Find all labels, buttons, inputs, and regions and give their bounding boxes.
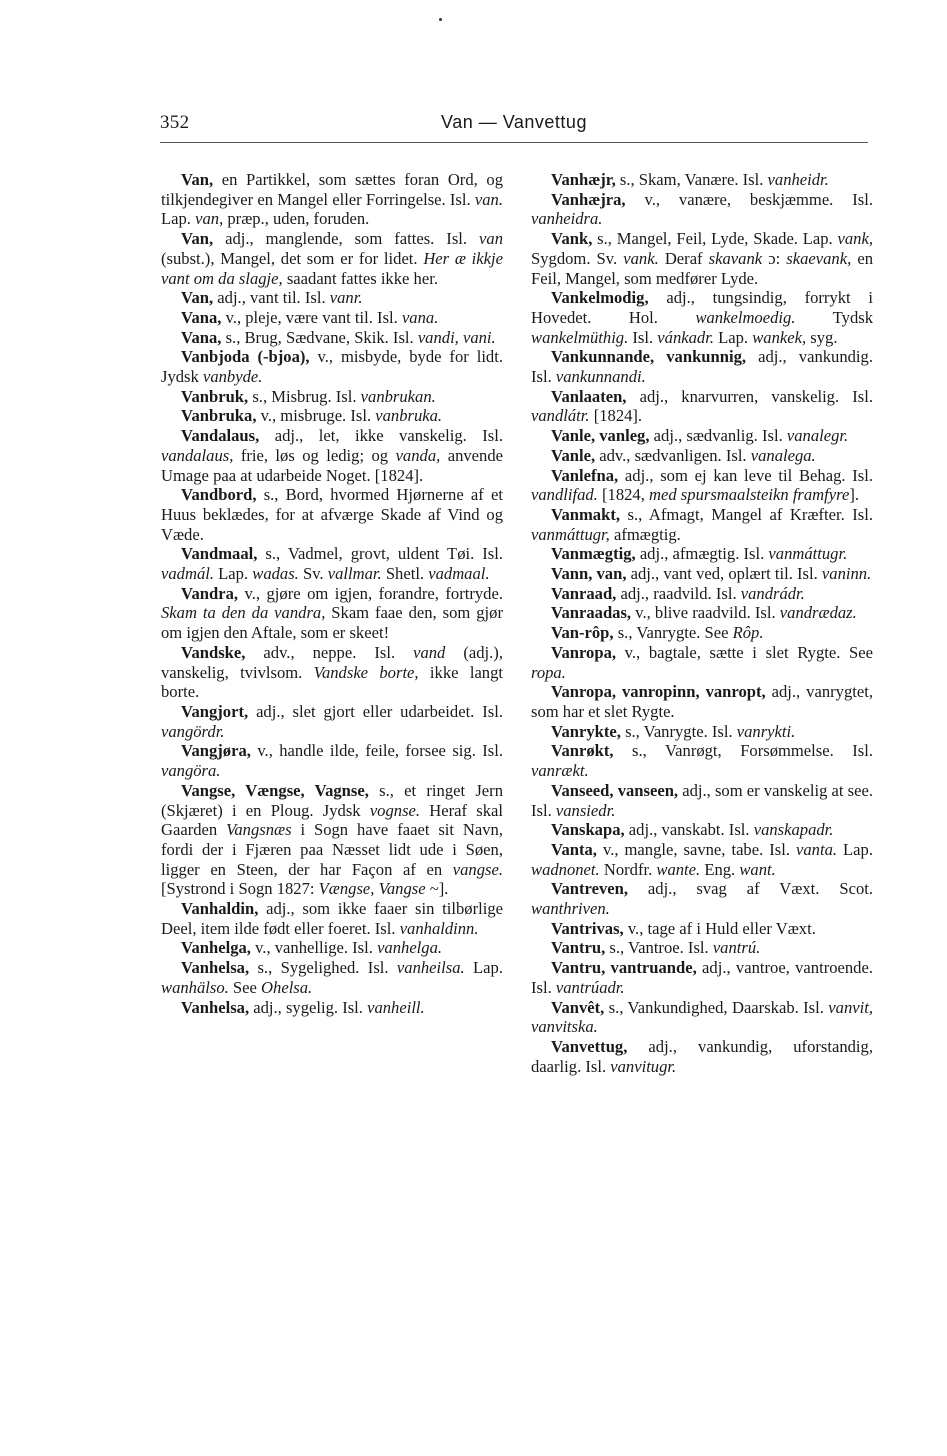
- definition-text: ~].: [425, 879, 449, 899]
- headword: Vandske,: [181, 642, 246, 662]
- definition-text: Skam faae den, som gjør om igjen den Aftale, som er skeet!: [161, 603, 503, 643]
- dictionary-entry: [531, 938, 873, 958]
- dictionary-entry: [161, 998, 503, 1018]
- definition-text: en Partikkel, som sættes foran Ord, og tilkjendegiver en Mangel eller Forringelse. Isl.: [161, 170, 503, 209]
- definition-text: s., Vankundighed, Daarskab. Isl.: [604, 997, 829, 1017]
- italic-form: wadnonet.: [531, 859, 600, 879]
- italic-form: skaevank,: [786, 248, 852, 268]
- italic-form: van.: [474, 189, 503, 209]
- headword: Van,: [181, 229, 214, 249]
- italic-form: vanta.: [796, 839, 838, 859]
- dictionary-entry: [531, 466, 873, 505]
- dictionary-entry: [531, 603, 873, 623]
- definition-text: v., misbyde, byde for lidt. Jydsk: [161, 347, 503, 387]
- definition-text: adj., knarvurren, vanskelig. Isl.: [626, 386, 873, 406]
- headword: Vanlaaten,: [551, 386, 627, 406]
- italic-form: wankelmoedig.: [695, 307, 796, 327]
- dictionary-entry: [161, 643, 503, 702]
- definition-text: (subst.), Mangel, det som er for lidet.: [161, 248, 424, 268]
- definition-text: v., handle ilde, feile, forsee sig. Isl.: [250, 741, 503, 761]
- dictionary-entry: [161, 288, 503, 308]
- italic-form: vandi, vani.: [417, 327, 496, 347]
- italic-form: wante.: [656, 859, 701, 879]
- definition-text: adj., manglende, som fattes. Isl.: [213, 229, 480, 249]
- headword: Vanbruk,: [181, 386, 249, 406]
- dictionary-entry: [531, 722, 873, 742]
- italic-form: wanthriven.: [531, 899, 610, 919]
- definition-text: [1824,: [597, 485, 650, 505]
- headword: Vana,: [181, 327, 222, 347]
- headword: Vanraadas,: [551, 603, 632, 623]
- definition-text: anvende Umage paa at udarbeide Noget. [1824].: [161, 445, 503, 485]
- dictionary-entry: [161, 899, 503, 938]
- definition-text: v., pleje, være vant til. Isl.: [221, 307, 402, 327]
- italic-form: vanheilsa.: [396, 958, 465, 978]
- headword: Vangjort,: [181, 701, 249, 721]
- dictionary-entry: [161, 347, 503, 386]
- italic-form: vanbrukan.: [360, 386, 436, 406]
- definition-text: Isl.: [628, 327, 658, 347]
- italic-form: vánkadr.: [657, 327, 714, 347]
- dictionary-entry: [531, 288, 873, 347]
- dictionary-entry: [161, 938, 503, 958]
- definition-text: frie, løs og ledig; og: [233, 445, 396, 465]
- headword: Vandra,: [181, 583, 239, 603]
- page-header: [160, 112, 868, 140]
- dictionary-entry: [531, 584, 873, 604]
- headword: Van,: [181, 170, 214, 189]
- definition-text: Shetl.: [381, 564, 429, 584]
- dictionary-entry: [161, 544, 503, 583]
- dictionary-entry: [531, 682, 873, 721]
- dictionary-entry: [531, 879, 873, 918]
- headword: Vanmægtig,: [551, 544, 636, 564]
- italic-form: Vandske borte,: [313, 662, 419, 682]
- definition-text: adj., sygelig. Isl.: [249, 997, 368, 1017]
- definition-text: s., Skam, Vanære. Isl.: [615, 170, 768, 189]
- definition-text: Lap.: [214, 564, 253, 584]
- italic-form: vansiedr.: [555, 800, 616, 820]
- italic-form: vantrúadr.: [555, 977, 625, 997]
- definition-text: ɔ:: [762, 248, 787, 268]
- italic-form: Skam ta den da vandra,: [161, 603, 326, 623]
- headword: Vanrøkt,: [551, 741, 614, 761]
- definition-text: ].: [849, 485, 860, 505]
- italic-form: vaninn.: [821, 564, 872, 584]
- definition-text: s., Vanrøgt, Forsømmelse. Isl.: [613, 741, 873, 761]
- dictionary-entry: [531, 564, 873, 584]
- definition-text: adj., som ej kan leve til Behag. Isl.: [618, 465, 873, 485]
- headword: Van,: [181, 288, 214, 308]
- definition-text: adj., som ikke faaer sin tilbørlige Deel, item ilde født eller foeret. Isl.: [161, 899, 503, 938]
- definition-text: [Systrond i Sogn 1827:: [161, 879, 319, 899]
- headword: Vanle,: [551, 445, 596, 465]
- definition-text: adv., sædvanligen. Isl.: [595, 445, 751, 465]
- definition-text: s., Vanrygte. Isl.: [620, 721, 737, 741]
- italic-form: Vangsnæs: [226, 820, 292, 840]
- headword: Vanvettug,: [551, 1036, 628, 1056]
- definition-text: adj., sædvanlig. Isl.: [649, 426, 787, 446]
- definition-text: adj., vanskabt. Isl.: [624, 820, 754, 840]
- italic-form: vankunnandi.: [555, 367, 646, 387]
- definition-text: Sv.: [298, 564, 328, 584]
- definition-text: adj., svag af Væxt. Scot.: [627, 879, 873, 899]
- italic-form: vognse.: [369, 800, 421, 820]
- dictionary-entry: [161, 308, 503, 328]
- dictionary-entry: [531, 544, 873, 564]
- dictionary-entry: [531, 741, 873, 780]
- headword: Vanraad,: [551, 583, 617, 603]
- italic-form: vangördr.: [161, 721, 225, 741]
- italic-form: vanmáttugr,: [531, 524, 610, 544]
- definition-text: adj., som er vanskelig at see. Isl.: [531, 780, 874, 820]
- dictionary-entry: [531, 1037, 873, 1076]
- definition-text: adv., neppe. Isl.: [245, 642, 414, 662]
- italic-form: wadas.: [252, 564, 299, 584]
- headword: Vann, van,: [551, 564, 627, 584]
- italic-form: vanheill.: [367, 997, 425, 1017]
- italic-form: vanrækt.: [531, 761, 589, 781]
- italic-form: vanbruka.: [375, 406, 443, 426]
- definition-text: v., vanære, beskjæmme. Isl.: [625, 189, 873, 209]
- headword: Vantru,: [551, 938, 606, 958]
- headword: Vanropa, vanropinn, vanropt,: [551, 682, 766, 702]
- italic-form: vanr.: [329, 288, 363, 308]
- definition-text: en Feil, Mangel, som medfører Lyde.: [531, 248, 873, 288]
- italic-form: vanrykti.: [736, 721, 796, 741]
- definition-text: adj., vant ved, oplært til. Isl.: [626, 564, 822, 584]
- headword: Vanhæjr,: [551, 170, 616, 189]
- headword: Vantru, vantruande,: [551, 958, 697, 978]
- dictionary-entry: [161, 958, 503, 997]
- italic-form: vangöra.: [161, 761, 221, 781]
- dictionary-entry: [161, 485, 503, 544]
- dictionary-entry: [531, 347, 873, 386]
- running-head: Van — Vanvettug: [441, 112, 587, 132]
- headword: Vanseed, vanseen,: [551, 780, 679, 800]
- headword: Vanhelsa,: [181, 997, 250, 1017]
- italic-form: vanhelga.: [377, 938, 443, 958]
- dictionary-entry: [531, 170, 873, 190]
- definition-text: adj., let, ikke vanskelig. Isl.: [259, 426, 503, 446]
- headword: Vanropa,: [551, 642, 617, 662]
- page-number: 352: [160, 112, 190, 133]
- italic-form: Rôp.: [732, 623, 764, 643]
- definition-text: v., tage af i Huld eller Væxt.: [623, 918, 816, 938]
- dictionary-entry: [531, 820, 873, 840]
- definition-text: Lap.: [837, 839, 873, 859]
- definition-text: v., vanhellige. Isl.: [250, 938, 378, 958]
- headword: Vanlefna,: [551, 465, 619, 485]
- italic-form: skavank: [708, 248, 763, 268]
- dictionary-entry: [161, 328, 503, 348]
- dictionary-entry: [161, 387, 503, 407]
- italic-form: Her æ ikkje vant om da slagje,: [161, 248, 503, 288]
- definition-text: i Sogn have faaet sit Navn, fordi der i Fjæren paa Næsset lidt ude i Søen, ligger en Steen, der har Façon af en: [161, 820, 503, 879]
- italic-form: vadmál.: [161, 564, 214, 584]
- headword: Vanrykte,: [551, 721, 621, 741]
- definition-text: Nordfr.: [599, 859, 657, 879]
- headword: Vanhæjra,: [551, 189, 626, 209]
- definition-text: s., Sygelighed. Isl.: [249, 958, 397, 978]
- dictionary-entry: [161, 741, 503, 780]
- definition-text: adj., vankundig. Isl.: [531, 347, 873, 387]
- headword: Vantrivas,: [551, 918, 624, 938]
- definition-text: s., Brug, Sædvane, Skik. Isl.: [221, 327, 418, 347]
- headword: Vana,: [181, 307, 222, 327]
- headword: Vangse, Vængse, Vagnse,: [181, 780, 369, 800]
- dictionary-entry: [531, 643, 873, 682]
- headword: Vanvêt,: [551, 997, 605, 1017]
- headword: Van-rôp,: [551, 623, 614, 643]
- headword: Vandbord,: [181, 485, 257, 505]
- dictionary-entry: [161, 229, 503, 288]
- definition-text: s., Misbrug. Isl.: [248, 386, 361, 406]
- definition-text: adj., tungsindig, forrykt i Hovedet. Hol.: [531, 288, 873, 327]
- dictionary-entry: [161, 781, 503, 899]
- headword: Vankelmodig,: [551, 288, 649, 308]
- headword: Vantreven,: [551, 879, 628, 899]
- italic-form: vangse.: [452, 859, 503, 879]
- definition-text: s., Vadmel, grovt, uldent Tøi. Isl.: [257, 544, 503, 564]
- headword: Vank,: [551, 229, 593, 249]
- italic-form: vanvit, vanvitska.: [531, 997, 873, 1037]
- definition-text: adj., vantroe, vantroende. Isl.: [531, 958, 873, 997]
- definition-text: s., Afmagt, Mangel af Kræfter. Isl.: [620, 504, 873, 524]
- italic-form: vanmáttugr.: [768, 544, 848, 564]
- italic-form: vand: [413, 642, 446, 662]
- italic-form: vank.: [623, 248, 659, 268]
- definition-text: [1824].: [589, 406, 643, 426]
- italic-form: vanda,: [395, 445, 441, 465]
- italic-form: vandalaus,: [161, 445, 234, 465]
- definition-text: v., misbruge. Isl.: [256, 406, 376, 426]
- dictionary-entry: [531, 505, 873, 544]
- header-rule: [160, 142, 868, 143]
- headword: Vanskapa,: [551, 820, 625, 840]
- definition-text: s., et ringet Jern (Skjæret) i en Ploug. Jydsk: [161, 780, 503, 820]
- definition-text: adj., raadvild. Isl.: [616, 583, 741, 603]
- italic-form: vandlátr.: [531, 406, 590, 426]
- dictionary-entry: [531, 229, 873, 288]
- definition-text: Lap.: [713, 327, 753, 347]
- italic-form: van,: [195, 209, 224, 229]
- headword: Vanmakt,: [551, 504, 621, 524]
- italic-form: ropa.: [531, 662, 566, 682]
- italic-form: vadmaal.: [428, 564, 490, 584]
- definition-text: v., bagtale, sætte i slet Rygte. See: [616, 642, 873, 662]
- italic-form: van: [479, 229, 503, 249]
- headword: Vanle, vanleg,: [551, 426, 650, 446]
- definition-text: præp., uden, foruden.: [223, 209, 370, 229]
- definition-text: adj., vankundig, uforstandig, daarlig. Isl.: [531, 1036, 873, 1076]
- italic-form: vana.: [401, 307, 439, 327]
- headword: Vanbjoda (-bjoa),: [181, 347, 310, 367]
- definition-text: (adj.), vanskelig, tvivlsom.: [161, 642, 503, 682]
- definition-text: Eng.: [700, 859, 740, 879]
- definition-text: adj., afmægtig. Isl.: [635, 544, 769, 564]
- dictionary-entry: [531, 387, 873, 426]
- definition-text: v., blive raadvild. Isl.: [631, 603, 780, 623]
- dictionary-entry: [161, 584, 503, 643]
- dictionary-entry: [161, 702, 503, 741]
- headword: Vandalaus,: [181, 426, 260, 446]
- italic-form: Vængse, Vangse: [318, 879, 426, 899]
- italic-form: vank,: [837, 229, 873, 249]
- definition-text: adj., slet gjort eller udarbeidet. Isl.: [248, 701, 503, 721]
- definition-text: Sygdom. Sv.: [531, 248, 624, 268]
- definition-text: Lap.: [464, 958, 503, 978]
- definition-text: See: [228, 977, 262, 997]
- dictionary-entry: [531, 426, 873, 446]
- definition-text: ikke langt borte.: [161, 662, 504, 702]
- definition-text: saadant fattes ikke her.: [282, 268, 438, 288]
- headword: Vanhelsa,: [181, 958, 250, 978]
- italic-form: vallmar.: [327, 564, 382, 584]
- headword: Vanhelga,: [181, 938, 251, 958]
- italic-form: vanhaldinn.: [399, 918, 479, 938]
- italic-form: vanalegr.: [786, 426, 849, 446]
- definition-text: Lap.: [161, 209, 196, 229]
- italic-form: vandlifad.: [531, 485, 598, 505]
- dictionary-entry: [531, 919, 873, 939]
- right-column: [531, 170, 873, 1076]
- definition-text: adj., vanrygtet, som har et slet Rygte.: [531, 682, 873, 721]
- dictionary-entry: [531, 446, 873, 466]
- definition-text: Deraf: [658, 248, 709, 268]
- italic-form: Ohelsa.: [261, 977, 313, 997]
- definition-text: afmægtig.: [609, 524, 681, 544]
- definition-text: v., mangle, savne, tabe. Isl.: [596, 839, 797, 859]
- italic-form: vandrádr.: [740, 583, 805, 603]
- dictionary-entry: [531, 998, 873, 1037]
- definition-text: syg.: [806, 327, 838, 347]
- headword: Vanbruka,: [181, 406, 257, 426]
- dictionary-entry: [531, 623, 873, 643]
- italic-form: wankek,: [752, 327, 807, 347]
- italic-form: vandrædaz.: [779, 603, 857, 623]
- headword: Vanhaldin,: [181, 899, 259, 919]
- italic-form: vanvitugr.: [610, 1056, 677, 1076]
- italic-form: vantrú.: [712, 938, 761, 958]
- definition-text: Heraf skal Gaarden: [161, 800, 503, 840]
- definition-text: Tydsk: [795, 307, 873, 327]
- definition-text: v., gjøre om igjen, forandre, fortryde.: [238, 583, 503, 603]
- dictionary-entry: [161, 406, 503, 426]
- dictionary-entry: [161, 426, 503, 485]
- dictionary-entry: [531, 190, 873, 229]
- dictionary-entry: [531, 958, 873, 997]
- italic-form: wanhälso.: [161, 977, 229, 997]
- dictionary-entry: [531, 840, 873, 879]
- italic-form: vanheidr.: [767, 170, 829, 189]
- italic-form: vanskapadr.: [753, 820, 834, 840]
- headword: Vangjøra,: [181, 741, 251, 761]
- left-column: [161, 170, 503, 1017]
- page-speck: [439, 18, 442, 21]
- dictionary-entry: [161, 170, 503, 229]
- italic-form: vanalega.: [750, 445, 816, 465]
- headword: Vankunnande, vankunnig,: [551, 347, 747, 367]
- definition-text: s., Vantroe. Isl.: [605, 938, 713, 958]
- definition-text: s., Mangel, Feil, Lyde, Skade. Lap.: [592, 229, 838, 249]
- italic-form: wankelmüthig.: [531, 327, 629, 347]
- italic-form: vanheidra.: [531, 209, 603, 229]
- definition-text: s., Vanrygte. See: [613, 623, 733, 643]
- dictionary-entry: [531, 781, 873, 820]
- italic-form: want.: [739, 859, 776, 879]
- headword: Vandmaal,: [181, 544, 258, 564]
- definition-text: adj., vant til. Isl.: [213, 288, 330, 308]
- italic-form: vanbyde.: [202, 367, 263, 387]
- italic-form: med spursmaalsteikn framfyre: [649, 485, 850, 505]
- definition-text: s., Bord, hvormed Hjørnerne af et Huus beklædes, for at afværge Skade af Vind og Væde.: [161, 485, 503, 544]
- headword: Vanta,: [551, 839, 597, 859]
